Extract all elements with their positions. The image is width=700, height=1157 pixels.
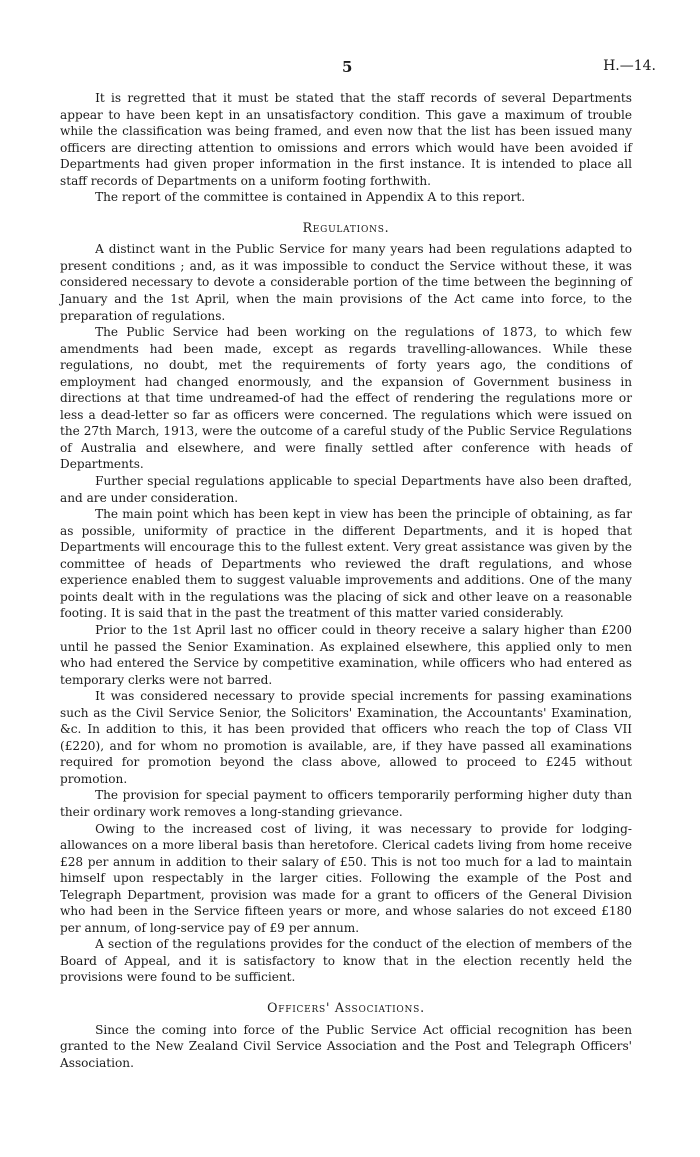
regulations-paragraph: Prior to the 1st April last no officer could in theory receive a salary higher than £200 until he passed the Senior Examination. As explained elsewhere, this applied only to men who had entered the Service by competitive examination, while officers who had entered as temporary clerks were not barred. — [60, 622, 632, 687]
associations-paragraph: Since the coming into force of the Public Service Act official recognition has been granted to the New Zealand Civil Service Association and the Post and Telegraph Officers' Association. — [60, 1022, 632, 1070]
regulations-paragraph: A section of the regulations provides for the conduct of the election of members of the Board of Appeal, and it is satisfactory to know that in the election recently held the provisions were found to be sufficient. — [60, 937, 632, 985]
section-heading-officers-associations: Officers' Associations. — [267, 999, 425, 1015]
page-header — [0, 58, 700, 78]
regulations-paragraph: A distinct want in the Public Service for many years had been regulations adapted to present conditions ; and, as it was impossible to conduct the Service without these, it was considered necessary to devote a considerable portion of the time between the beginning of January and the 1st April, when the main provisions of the Act came into force, to the preparation of regulations. — [60, 242, 632, 323]
regulations-paragraph: It was considered necessary to provide special increments for passing examinations such as the Civil Service Senior, the Solicitors' Examination, the Accountants' Examination, &c. In addition to this, it has been provided that officers who reach the top of Class VII (£220), and for whom no promotion is available, are, if they have passed all examinations required for promotion beyond the class above, allowed to proceed to £245 without promotion. — [60, 689, 632, 786]
document-body — [60, 90, 632, 1071]
section-heading-regulations: Regulations. — [302, 219, 390, 235]
document-reference: H.—14. — [603, 58, 656, 74]
page-number: 5 — [342, 58, 353, 76]
intro-paragraph: It is regretted that it must be stated that the staff records of several Departments appear to have been kept in an unsatisfactory condition. This gave a maximum of trouble while the classification was being framed, and even now that the list has been issued many officers are directing attention to omissions and errors which would have been avoided if Departments had given proper information in the first instance. It is intended to place all staff records of Departments on a uniform footing forthwith. — [60, 91, 632, 188]
regulations-paragraph: Further special regulations applicable to special Departments have also been drafted, and are under consideration. — [60, 474, 632, 505]
intro-paragraph: The report of the committee is contained in Appendix A to this report. — [95, 190, 526, 205]
regulations-paragraph: Owing to the increased cost of living, it was necessary to provide for lodging-allowances on a more liberal basis than heretofore. Clerical cadets living from home receive £28 per annum in addition to their salary of £50. This is not too much for a lad to maintain himself upon respectably in the larger cities. Following the example of the Post and Telegraph Department, provision was made for a grant to officers of the General Division who had been in the Service fifteen years or more, and whose salaries do not exceed £180 per annum, of long-service pay of £9 per annum. — [60, 821, 632, 935]
regulations-paragraph: The main point which has been kept in view has been the principle of obtaining, as far as possible, uniformity of practice in the different Departments, and it is hoped that Departments will encourage this to the fullest extent. Very great assistance was given by the committee of heads of Departments who reviewed the draft regulations, and whose experience enabled them to suggest valuable improvements and additions. One of the many points dealt with in the regulations was the placing of sick and other leave on a reasonable footing. It is said that in the past the treatment of this matter varied considerably. — [60, 507, 632, 621]
regulations-paragraph: The Public Service had been working on the regulations of 1873, to which few amendments had been made, except as regards travelling-allowances. While these regulations, no doubt, met the requirements of forty years ago, the conditions of employment had changed enormously, and the expansion of Government business in directions at that time undreamed-of had the effect of rendering the regulations more or less a dead-letter so far as officers were concerned. The regulations which were issued on the 27th March, 1913, were the outcome of a careful study of the Public Service Regulations of Australia and elsewhere, and were finally settled after conference with heads of Departments. — [60, 325, 632, 472]
regulations-paragraph: The provision for special payment to officers temporarily performing higher duty than their ordinary work removes a long-standing grievance. — [60, 788, 632, 819]
